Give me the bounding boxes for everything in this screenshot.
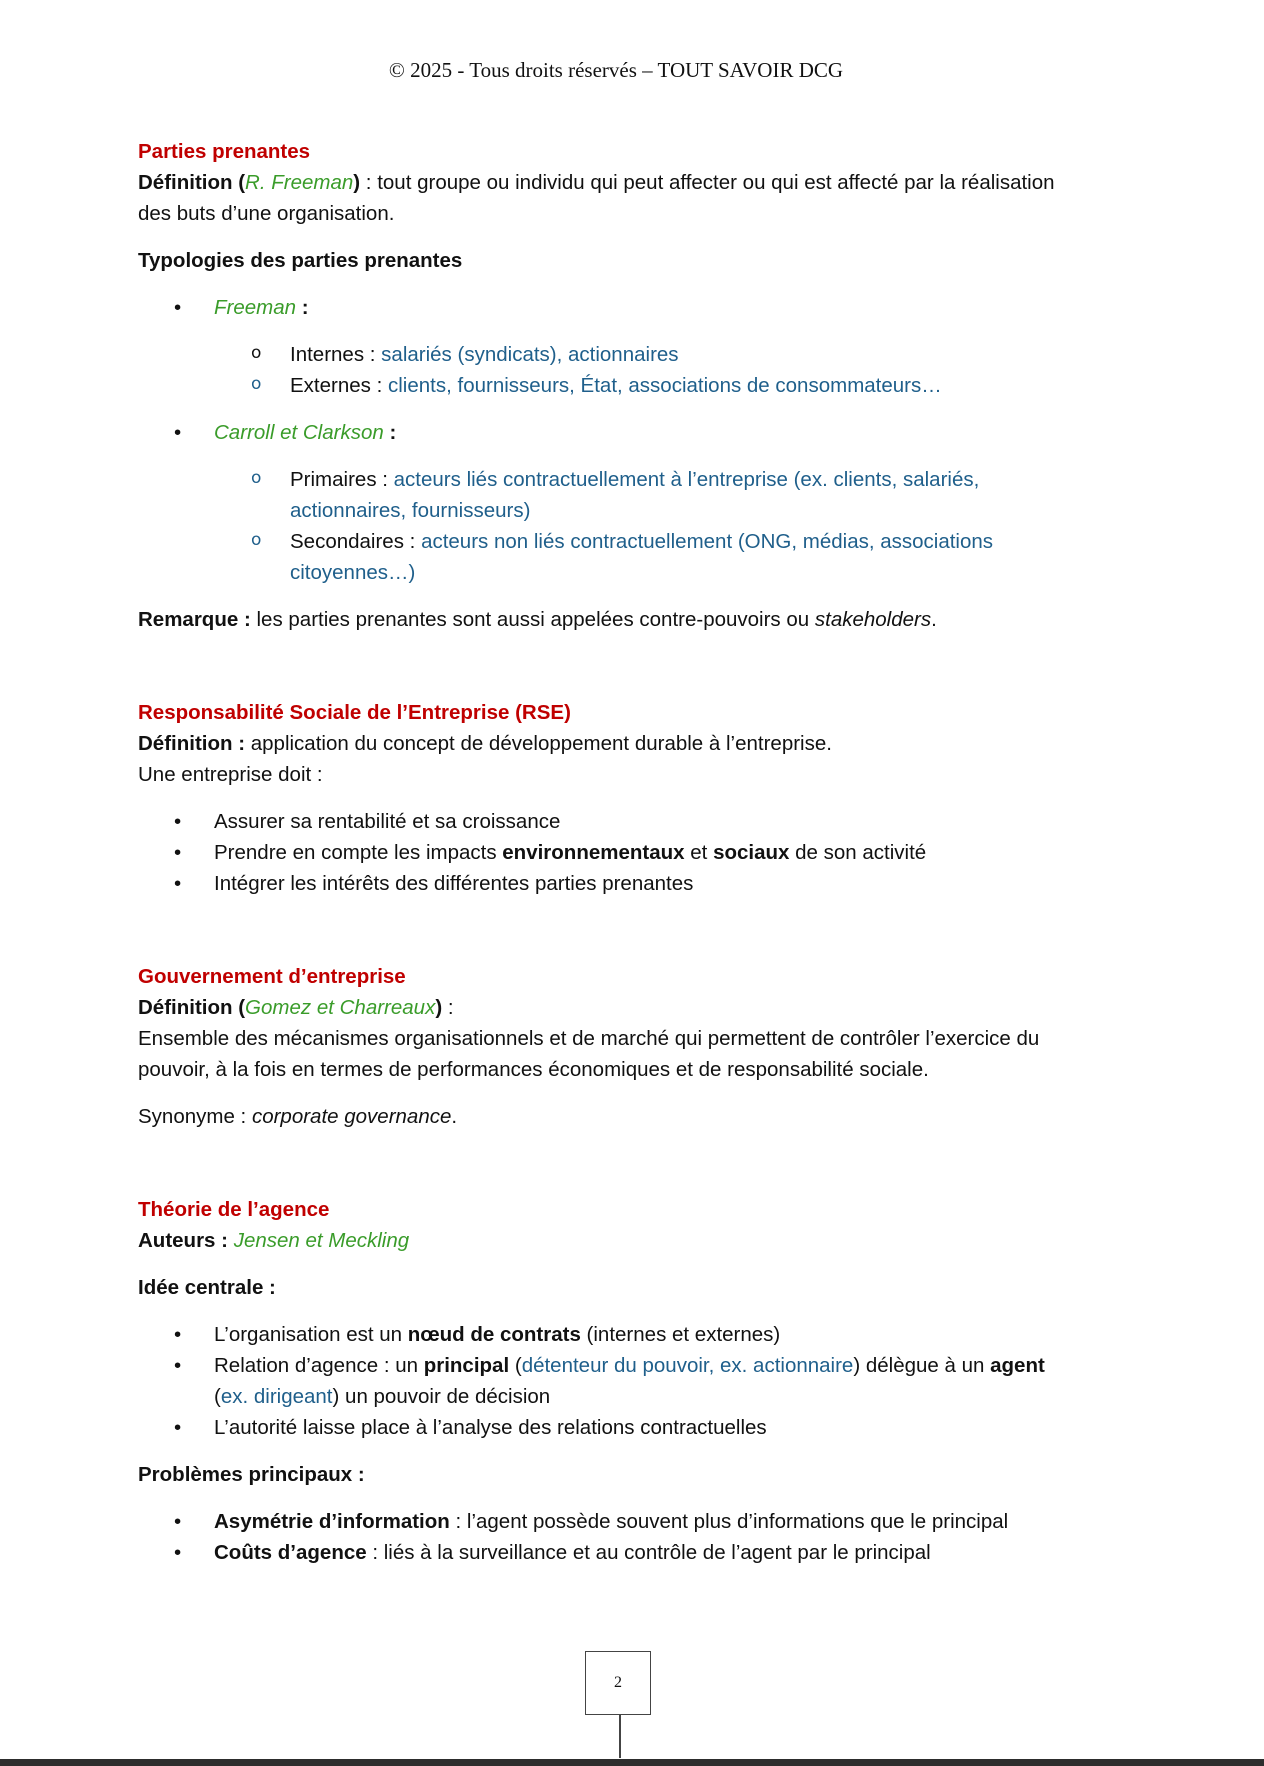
list-item: • Asymétrie d’information : l’agent possède souvent plus d’informations que le principal — [138, 1506, 1098, 1537]
list-item: • L’autorité laisse place à l’analyse des relations contractuelles — [138, 1412, 1098, 1443]
bullet-icon: • — [174, 1510, 182, 1533]
carroll-sublist — [138, 464, 1098, 588]
definition-rse: Définition : application du concept de développement durable à l’entreprise. — [138, 732, 832, 755]
list-item: o Externes : clients, fournisseurs, État, associations de consommateurs… — [138, 370, 1098, 401]
freeman-sublist — [138, 339, 1098, 401]
bullet-icon: • — [174, 296, 182, 319]
page-header: © 2025 - Tous droits réservés – TOUT SAVOIR DCG — [388, 58, 844, 82]
synonyme: Synonyme : corporate governance. — [138, 1105, 458, 1128]
list-item: • Assurer sa rentabilité et sa croissance — [138, 806, 1098, 837]
bullet-icon: • — [174, 841, 182, 864]
bullet-icon: • — [174, 421, 182, 444]
definition-gomez: Définition (Gomez et Charreaux) : — [138, 996, 454, 1019]
problemes-title: Problèmes principaux : — [138, 1463, 365, 1486]
typologies-title: Typologies des parties prenantes — [138, 249, 463, 272]
carroll-list — [138, 417, 1098, 448]
bullet-icon: • — [174, 810, 182, 833]
rse-list — [138, 806, 1098, 899]
remarque: Remarque : les parties prenantes sont aussi appelées contre-pouvoirs ou stakeholders. — [138, 608, 937, 631]
list-item: • Carroll et Clarkson : — [138, 417, 1098, 448]
idee-centrale-title: Idée centrale : — [138, 1276, 276, 1299]
gouvernement-text-cont: pouvoir, à la fois en termes de performances économiques et de responsabilité sociale. — [138, 1058, 929, 1081]
list-item: o Primaires : acteurs liés contractuellement à l’entreprise (ex. clients, salariés, actionnaires, fournisseurs) — [138, 464, 1098, 526]
sub-bullet-icon: o — [251, 343, 262, 363]
list-item: o Internes : salariés (syndicats), actionnaires — [138, 339, 1098, 370]
definition-freeman: Définition (R. Freeman) : tout groupe ou individu qui peut affecter ou qui est affecté par la réalisation — [138, 171, 1055, 194]
list-item: • L’organisation est un nœud de contrats (internes et externes) — [138, 1319, 1098, 1350]
section-title-gouvernement: Gouvernement d’entreprise — [138, 965, 406, 988]
rse-intro: Une entreprise doit : — [138, 763, 323, 786]
typologies-list — [138, 292, 1098, 323]
document-body — [138, 136, 1098, 1568]
gouvernement-text: Ensemble des mécanismes organisationnels et de marché qui permettent de contrôler l’exercice du — [138, 1027, 1040, 1050]
section-title-rse: Responsabilité Sociale de l’Entreprise (RSE) — [138, 701, 571, 724]
list-item: • Relation d’agence : un principal (détenteur du pouvoir, ex. actionnaire) délègue à un agent (ex. dirigeant) un pouvoir de décision — [138, 1350, 1098, 1412]
bullet-icon: • — [174, 1416, 182, 1439]
list-item: • Prendre en compte les impacts environnementaux et sociaux de son activité — [138, 837, 1098, 868]
list-item: • Intégrer les intérêts des différentes parties prenantes — [138, 868, 1098, 899]
auteurs: Auteurs : Jensen et Meckling — [138, 1229, 410, 1252]
page-number-connector — [619, 1715, 621, 1758]
sub-bullet-icon: o — [251, 530, 262, 550]
definition-freeman-cont: des buts d’une organisation. — [138, 202, 395, 225]
bullet-icon: • — [174, 1354, 182, 1377]
bullet-icon: • — [174, 1323, 182, 1346]
bottom-bar — [0, 1759, 1264, 1766]
sub-bullet-icon: o — [251, 468, 262, 488]
section-title-parties-prenantes: Parties prenantes — [138, 140, 311, 163]
bullet-icon: • — [174, 1541, 182, 1564]
list-item: o Secondaires : acteurs non liés contractuellement (ONG, médias, associations citoyennes…) — [138, 526, 1098, 588]
sub-bullet-icon: o — [251, 374, 262, 394]
list-item: • Coûts d’agence : liés à la surveillance et au contrôle de l’agent par le principal — [138, 1537, 1098, 1568]
problemes-list — [138, 1506, 1098, 1568]
bullet-icon: • — [174, 872, 182, 895]
section-title-agence: Théorie de l’agence — [138, 1198, 330, 1221]
page-number: 2 — [585, 1651, 651, 1715]
list-item: • Freeman : — [138, 292, 1098, 323]
idee-list — [138, 1319, 1098, 1443]
